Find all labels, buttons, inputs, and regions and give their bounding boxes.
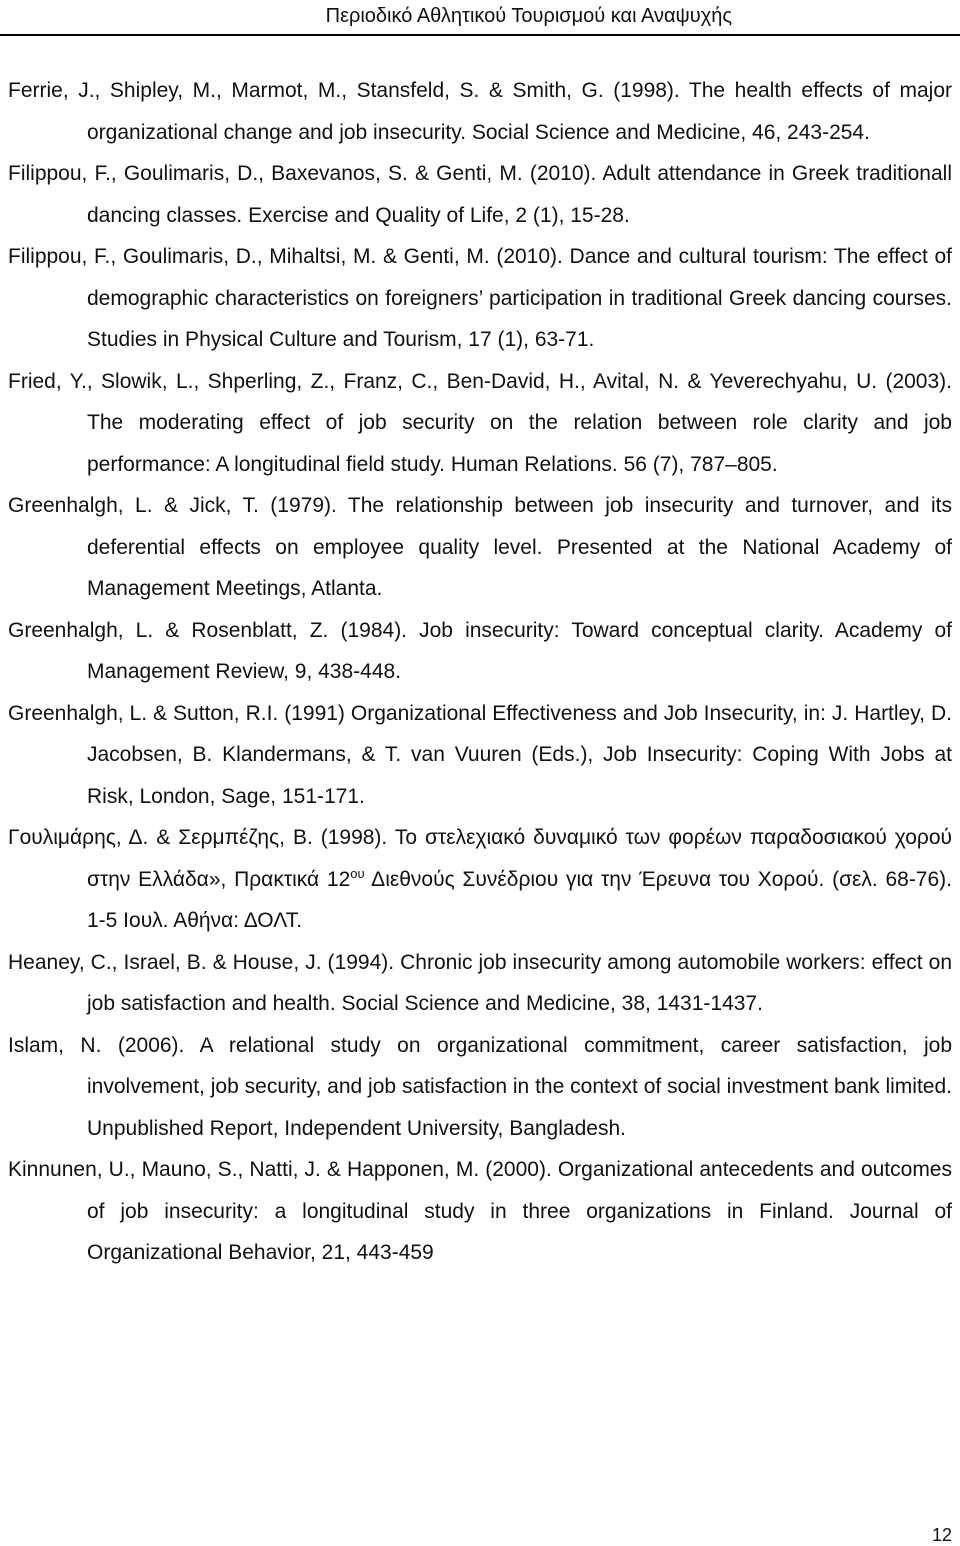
- greek-ref-text-start: Γουλιμάρης, Δ. & Σερμπέζης, Β. (1998). Το στελεχιακό δυναμικό των φορέων παραδοσιακού χορού στην Ελλάδα», Πρακτικά 12: [8, 826, 952, 891]
- reference-item-filippou-2010b: Filippou, F., Goulimaris, D., Mihaltsi, M. & Genti, M. (2010). Dance and cultural tourism: The effect of demographic characteristics on foreigners’ participation in traditional Greek dancing courses. Studies in Physical Culture and Tourism, 17 (1), 63-71.: [8, 245, 952, 351]
- header-divider: [0, 34, 960, 36]
- reference-item-greenhalgh-sutton: Greenhalgh, L. & Sutton, R.I. (1991) Organizational Effectiveness and Job Insecurity, in: J. Hartley, D. Jacobsen, B. Klandermans, & T. van Vuuren (Eds.), Job Insecurity: Coping With Jobs at Risk, London, Sage, 151-171.: [8, 701, 952, 808]
- reference-list: [8, 70, 952, 1274]
- reference-item-fried: Fried, Y., Slowik, L., Shperling, Z., Franz, C., Ben-David, H., Avital, N. & Yeverechyahu, U. (2003). The moderating effect of job security on the relation between role clarity and job performance: A longitudinal field study. Human Relations. 56 (7), 787–805.: [8, 369, 952, 476]
- ordinal-superscript: ου: [350, 865, 365, 881]
- page-number: 12: [931, 1525, 952, 1545]
- reference-item-kinnunen: Kinnunen, U., Mauno, S., Natti, J. & Happonen, M. (2000). Organizational antecedents and outcomes of job insecurity: a longitudinal study in three organizations in Finland. Journal of Organizational Behavior, 21, 443-459: [8, 1158, 952, 1264]
- reference-item-greenhalgh-rosenblatt: Greenhalgh, L. & Rosenblatt, Z. (1984). Job insecurity: Toward conceptual clarity. Academy of Management Review, 9, 438-448.: [8, 618, 952, 683]
- reference-item-ferrie: Ferrie, J., Shipley, M., Marmot, M., Stansfeld, S. & Smith, G. (1998). The health effects of major organizational change and job insecurity. Social Science and Medicine, 46, 243-254.: [8, 79, 952, 144]
- reference-item-greenhalgh-jick: Greenhalgh, L. & Jick, T. (1979). The relationship between job insecurity and turnover, and its deferential effects on employee quality level. Presented at the National Academy of Management Meetings, Atlanta.: [8, 494, 952, 600]
- reference-item-heaney: Heaney, C., Israel, B. & House, J. (1994). Chronic job insecurity among automobile workers: effect on job satisfaction and health. Social Science and Medicine, 38, 1431-1437.: [8, 950, 952, 1015]
- reference-item-filippou-2010a: Filippou, F., Goulimaris, D., Baxevanos, S. & Genti, M. (2010). Adult attendance in Greek traditionall dancing classes. Exercise and Quality of Life, 2 (1), 15-28.: [8, 162, 952, 227]
- reference-item-goulimaris-greek: [8, 817, 952, 942]
- reference-item-islam: Islam, N. (2006). A relational study on organizational commitment, career satisfaction, job involvement, job security, and job satisfaction in the context of social investment bank limited. Unpublished Report, Independent University, Bangladesh.: [8, 1033, 952, 1140]
- greek-ref-text-end: Διεθνούς Συνέδριου για την Έρευνα του Χορού. (σελ. 68-76). 1-5 Ιουλ. Αθήνα: ΔΟΛΤ.: [87, 867, 952, 932]
- journal-header-title: Περιοδικό Αθλητικού Τουρισμού και Αναψυχής: [325, 5, 732, 27]
